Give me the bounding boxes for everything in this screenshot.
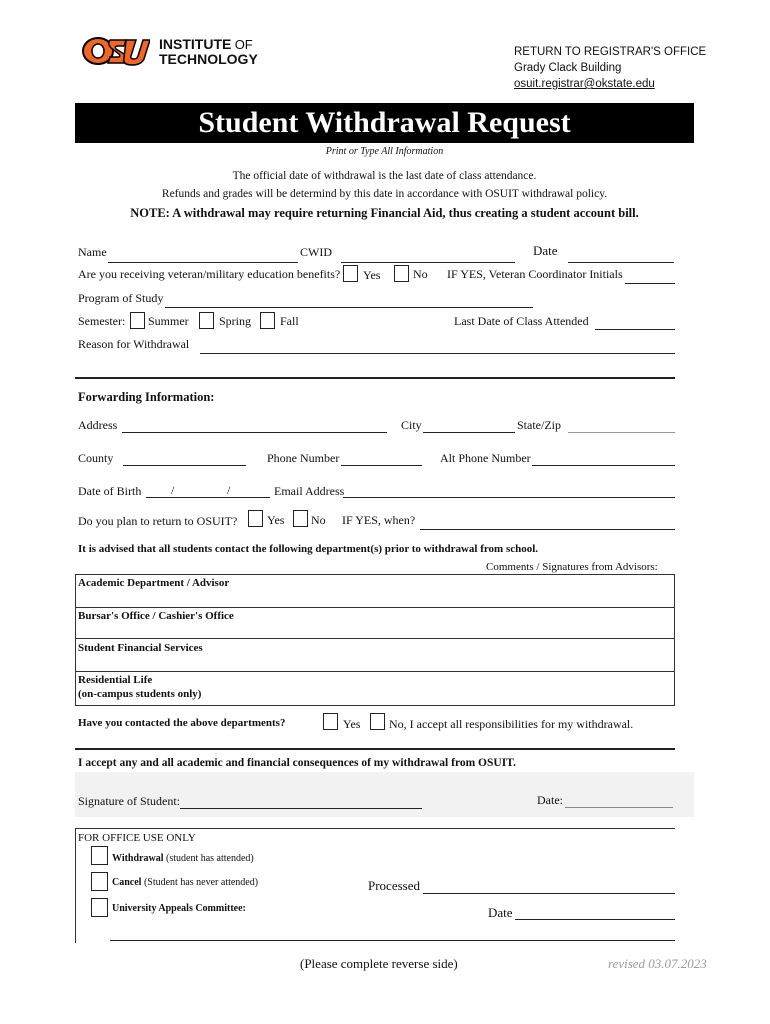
processed-field[interactable]	[423, 893, 675, 894]
dob-field[interactable]	[146, 497, 270, 498]
withdrawal-checkbox[interactable]	[91, 846, 108, 865]
technology-text: TECHNOLOGY	[159, 51, 258, 67]
spring-label: Spring	[219, 314, 252, 328]
spring-checkbox[interactable]	[199, 312, 214, 329]
page-subtitle: Print or Type All Information	[325, 146, 444, 157]
address-field[interactable]	[122, 432, 387, 433]
signature-date-label: Date:	[537, 793, 563, 807]
vet-initials-label: IF YES, Veteran Coordinator Initials	[447, 267, 623, 281]
cancel-label: Cancel	[112, 877, 142, 888]
summer-checkbox[interactable]	[130, 312, 145, 329]
semester-label: Semester:	[78, 314, 126, 328]
name-label: Name	[78, 245, 107, 259]
cancel-option	[112, 877, 258, 888]
fall-label: Fall	[280, 314, 299, 328]
return-when-label: IF YES, when?	[342, 513, 416, 527]
appeals-checkbox[interactable]	[91, 898, 108, 917]
reverse-side-note: (Please complete reverse side)	[300, 956, 458, 971]
reason-label: Reason for Withdrawal	[78, 337, 190, 351]
last-date-label: Last Date of Class Attended	[454, 314, 589, 328]
phone-field[interactable]	[341, 465, 422, 466]
dept-row-label: Residential Life	[78, 674, 153, 686]
return-yes-checkbox[interactable]	[248, 510, 263, 527]
reason-field-line-2[interactable]	[75, 377, 675, 379]
date-label: Date	[533, 243, 558, 258]
fall-checkbox[interactable]	[260, 312, 275, 329]
revised-date: revised 03.07.2023	[608, 956, 707, 971]
alt-phone-field[interactable]	[532, 465, 675, 466]
city-label: City	[401, 418, 422, 432]
return-yes-label: Yes	[267, 513, 285, 527]
dept-row-label: Bursar's Office / Cashier's Office	[78, 610, 234, 622]
contacted-question: Have you contacted the above departments?	[78, 717, 286, 729]
alt-phone-label: Alt Phone Number	[440, 451, 531, 465]
signature-field[interactable]	[180, 808, 422, 809]
intro-line-1: The official date of withdrawal is the last date of class attendance.	[232, 170, 537, 182]
dob-slash-2: /	[227, 483, 231, 497]
financial-aid-note: NOTE: A withdrawal may require returning Financial Aid, thus creating a student account bill.	[130, 206, 639, 220]
dob-slash-1: /	[171, 483, 175, 497]
vet-initials-field[interactable]	[625, 283, 675, 284]
return-no-checkbox[interactable]	[293, 510, 308, 527]
contacted-yes-checkbox[interactable]	[323, 713, 338, 730]
departments-advice: It is advised that all students contact the following department(s) prior to withdrawal from school.	[78, 543, 539, 555]
withdrawal-note: (student has attended)	[166, 853, 254, 864]
cwid-field[interactable]	[341, 262, 515, 263]
osu-logo	[80, 34, 150, 68]
signature-label: Signature of Student:	[78, 794, 180, 808]
office-bottom-line	[110, 940, 675, 941]
return-question: Do you plan to return to OSUIT?	[78, 514, 238, 528]
address-label: Address	[78, 418, 118, 432]
forwarding-heading: Forwarding Information:	[78, 390, 215, 404]
comments-label: Comments / Signatures from Advisors:	[486, 561, 658, 573]
dept-row-label: Student Financial Services	[78, 642, 203, 654]
office-date-field[interactable]	[515, 919, 675, 920]
email-field[interactable]	[343, 497, 675, 498]
contacted-no-label: No, I accept all responsibilities for my withdrawal.	[389, 717, 634, 731]
summer-label: Summer	[148, 314, 189, 328]
section-divider	[75, 748, 675, 750]
phone-label: Phone Number	[267, 451, 340, 465]
program-label: Program of Study	[78, 291, 164, 305]
county-field[interactable]	[123, 465, 246, 466]
veteran-yes-label: Yes	[363, 268, 381, 282]
last-date-field[interactable]	[595, 329, 675, 330]
return-to-title: RETURN TO REGISTRAR'S OFFICE	[514, 46, 707, 58]
withdrawal-label: Withdrawal	[112, 853, 164, 864]
state-zip-label: State/Zip	[517, 418, 561, 432]
dept-row-label: Academic Department / Advisor	[78, 577, 230, 589]
veteran-question: Are you receiving veteran/military education benefits?	[78, 267, 341, 281]
date-field[interactable]	[568, 262, 674, 263]
signature-date-field[interactable]	[565, 807, 673, 808]
return-when-field[interactable]	[420, 529, 675, 530]
veteran-no-checkbox[interactable]	[394, 265, 409, 282]
name-field[interactable]	[108, 262, 298, 263]
withdrawal-option	[112, 853, 254, 864]
institute-wordmark	[159, 37, 258, 66]
page-title: Student Withdrawal Request	[198, 106, 571, 139]
dept-row-sublabel: (on-campus students only)	[78, 688, 202, 700]
veteran-no-label: No	[413, 267, 428, 281]
registrar-email-link[interactable]: osuit.registrar@okstate.edu	[514, 78, 655, 90]
dob-label: Date of Birth	[78, 484, 142, 498]
dept-row-bursar[interactable]	[75, 608, 675, 639]
appeals-label: University Appeals Committee:	[112, 903, 246, 914]
of-text: OF	[234, 37, 253, 52]
contacted-yes-label: Yes	[343, 717, 361, 731]
cancel-checkbox[interactable]	[91, 872, 108, 891]
veteran-yes-checkbox[interactable]	[343, 265, 358, 282]
cwid-label: CWID	[300, 245, 332, 259]
processed-label: Processed	[368, 878, 420, 893]
state-zip-field[interactable]	[568, 432, 675, 433]
return-to-block	[514, 44, 706, 92]
return-to-building: Grady Clack Building	[514, 62, 622, 74]
county-label: County	[78, 451, 114, 465]
reason-field-line-1[interactable]	[200, 353, 675, 354]
intro-line-2: Refunds and grades will be determind by this date in accordance with OSUIT withdrawal policy.	[161, 188, 608, 200]
contacted-no-checkbox[interactable]	[370, 713, 385, 730]
office-date-label: Date	[488, 905, 513, 920]
cancel-note: (Student has never attended)	[143, 877, 259, 888]
dept-row-residential[interactable]	[75, 672, 675, 706]
institute-text: INSTITUTE	[159, 36, 232, 52]
office-use-title: FOR OFFICE USE ONLY	[78, 832, 196, 844]
city-field[interactable]	[423, 432, 515, 433]
dept-row-financial[interactable]	[75, 639, 675, 672]
return-no-label: No	[311, 513, 326, 527]
accept-statement: I accept any and all academic and financial consequences of my withdrawal from OSUIT.	[78, 757, 516, 769]
dept-row-academic[interactable]	[75, 574, 675, 608]
email-label: Email Address	[274, 484, 345, 498]
program-field[interactable]	[165, 307, 533, 308]
